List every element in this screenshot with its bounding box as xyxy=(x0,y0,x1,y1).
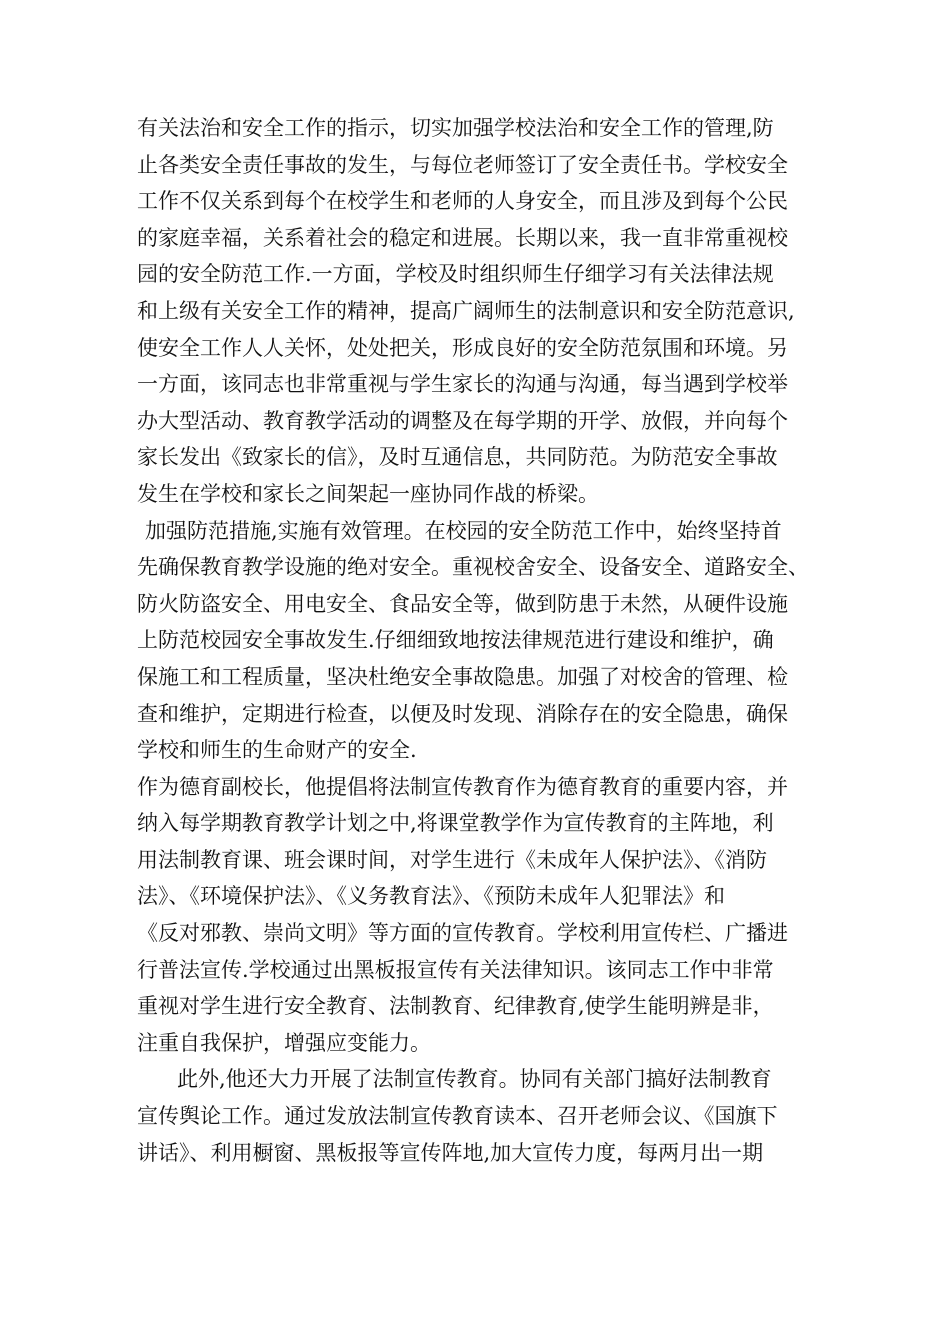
text-line: 宣传舆论工作。通过发放法制宣传教育读本、召开老师会议、《国旗下 xyxy=(137,1104,778,1129)
text-line: 保施工和工程质量，坚决杜绝安全事故隐患。加强了对校舍的管理、检 xyxy=(137,664,788,689)
text-line: 发生在学校和家长之间架起一座协同作战的桥梁。 xyxy=(137,481,599,506)
text-line: 和上级有关安全工作的精神，提高广阔师生的法制意识和安全防范意识, xyxy=(137,298,795,323)
text-line: 用法制教育课、班会课时间，对学生进行《未成年人保护法》、《消防 xyxy=(137,847,767,872)
text-line: 行普法宣传.学校通过出黑板报宣传有关法律知识。该同志工作中非常 xyxy=(137,957,774,982)
text-line: 办大型活动、教育教学活动的调整及在每学期的开学、放假，并向每个 xyxy=(137,408,788,433)
text-line: 的家庭幸福，关系着社会的稳定和进展。长期以来，我一直非常重视校 xyxy=(137,225,788,250)
text-line: 防火防盗安全、用电安全、食品安全等，做到防患于未然，从硬件设施 xyxy=(137,591,788,616)
text-line: 重视对学生进行安全教育、法制教育、纪律教育,使学生能明辨是非， xyxy=(137,994,774,1019)
text-line: 讲话》、利用橱窗、黑板报等宣传阵地,加大宣传力度，每两月出一期 xyxy=(137,1140,764,1165)
text-line: 纳入每学期教育教学计划之中,将课堂教学作为宣传教育的主阵地，利 xyxy=(137,811,774,836)
text-line: 使安全工作人人关怀，处处把关，形成良好的安全防范氛围和环境。另 xyxy=(137,335,788,360)
text-line: 工作不仅关系到每个在校学生和老师的人身安全，而且涉及到每个公民 xyxy=(137,189,788,214)
paragraph-start-line: 此外,他还大力开展了法制宣传教育。协同有关部门搞好法制教育 xyxy=(177,1067,772,1092)
text-line: 学校和师生的生命财产的安全. xyxy=(137,738,417,763)
paragraph-start-line: 加强防范措施,实施有效管理。在校园的安全防范工作中，始终坚持首 xyxy=(145,518,782,543)
text-line: 止各类安全责任事故的发生，与每位老师签订了安全责任书。学校安全 xyxy=(137,152,788,177)
text-line: 一方面，该同志也非常重视与学生家长的沟通与沟通，每当遇到学校举 xyxy=(137,372,788,397)
text-line: 法》、《环境保护法》、《义务教育法》、《预防未成年人犯罪法》和 xyxy=(137,884,725,909)
document-body xyxy=(137,110,857,1171)
text-line: 注重自我保护，增强应变能力。 xyxy=(137,1030,431,1055)
text-line: 园的安全防范工作.一方面，学校及时组织师生仔细学习有关法律法规 xyxy=(137,262,774,287)
text-line: 上防范校园安全事故发生.仔细细致地按法律规范进行建设和维护，确 xyxy=(137,628,774,653)
text-line: 家长发出《致家长的信》，及时互通信息，共同防范。为防范安全事故 xyxy=(137,445,778,470)
text-line: 《反对邪教、崇尚文明》等方面的宣传教育。学校利用宣传栏、广播进 xyxy=(137,921,788,946)
text-line: 查和维护，定期进行检查，以便及时发现、消除存在的安全隐患，确保 xyxy=(137,701,788,726)
text-line: 有关法治和安全工作的指示，切实加强学校法治和安全工作的管理,防 xyxy=(137,116,774,140)
paragraph-start-line: 作为德育副校长，他提倡将法制宣传教育作为德育教育的重要内容，并 xyxy=(137,774,788,799)
text-line: 先确保教育教学设施的绝对安全。重视校舍安全、设备安全、道路安全、 xyxy=(137,555,809,580)
